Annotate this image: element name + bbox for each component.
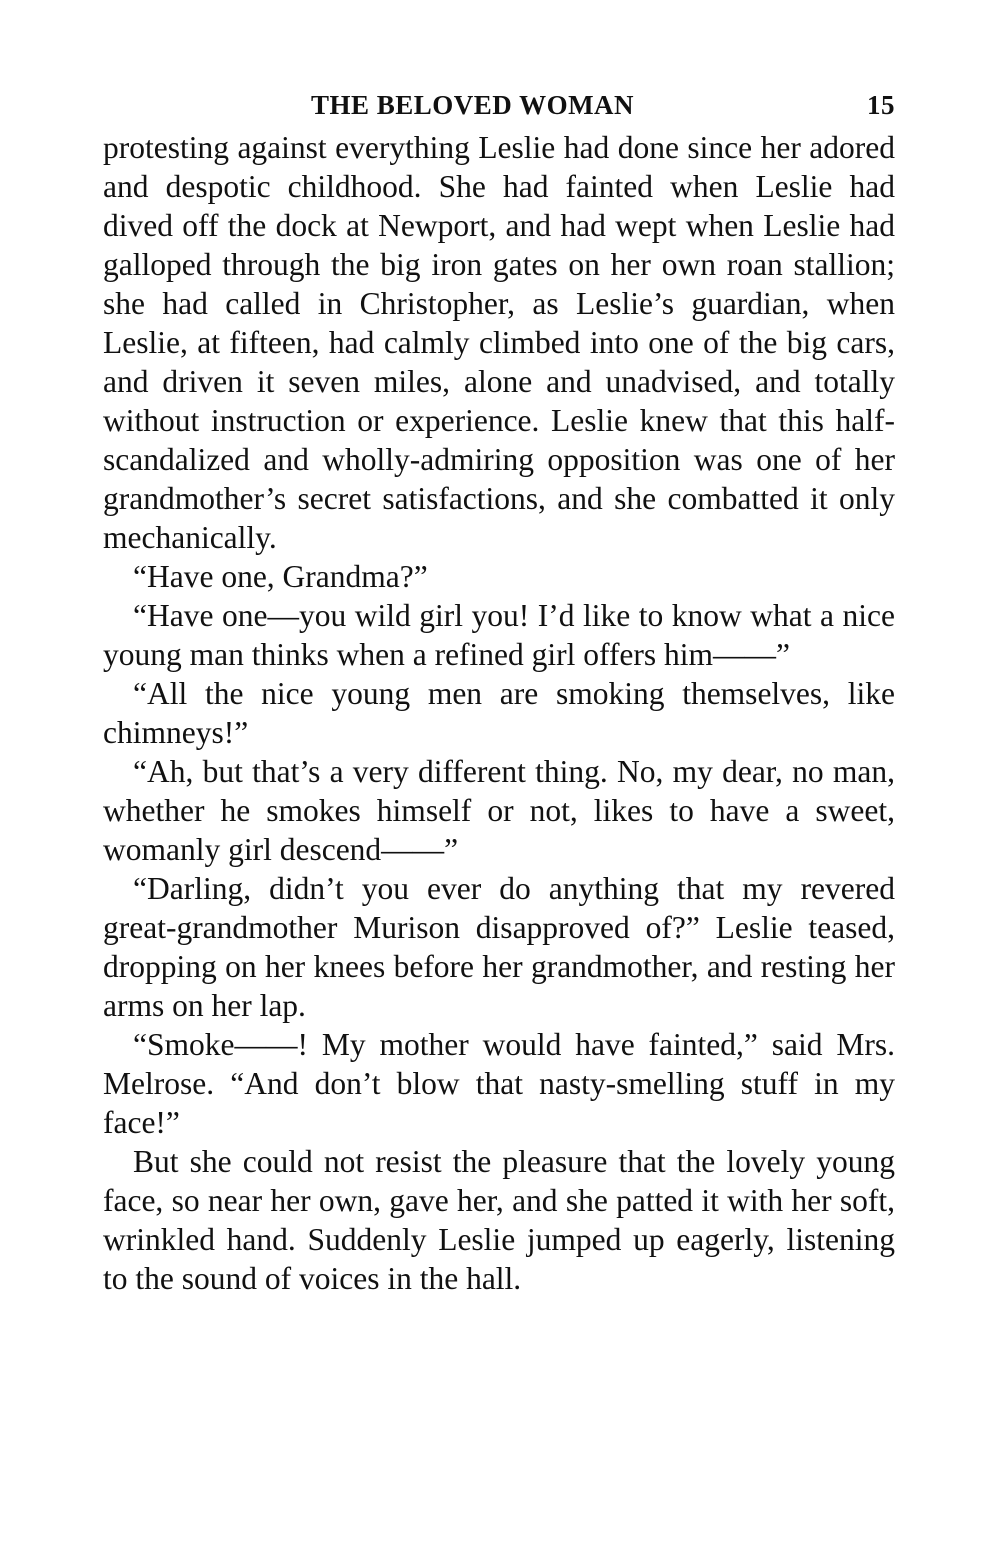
running-title: THE BELOVED WOMAN [311,90,635,120]
book-page [103,80,895,1298]
paragraph: “Darling, didn’t you ever do anything that my revered great-grandmother Murison disapproved of?” Leslie teased, dropping on her knees before her grandmother, and resting her arms on her lap. [103,871,895,1023]
paragraph: “Have one, Grandma?” [133,559,428,594]
paragraph: “Have one—you wild girl you! I’d like to know what a nice young man thinks when a refined girl offers him——” [103,598,895,672]
running-header [103,80,895,128]
paragraph: “All the nice young men are smoking themselves, like chimneys!” [103,676,895,750]
page-number: 15 [867,90,895,120]
paragraph: “Ah, but that’s a very different thing. No, my dear, no man, whether he smokes himself or not, likes to have a sweet, womanly girl descend——” [103,754,895,867]
paragraph: “Smoke——! My mother would have fainted,” said Mrs. Melrose. “And don’t blow that nasty-smelling stuff in my face!” [103,1027,895,1140]
paragraph: But she could not resist the pleasure that the lovely young face, so near her own, gave her, and she patted it with her soft, wrinkled hand. Suddenly Leslie jumped up eagerly, listening to the sound of voices in the hall. [103,1144,895,1296]
body-text [103,128,895,1298]
paragraph-continued: protesting against everything Leslie had done since her adored and despotic childhood. She had fainted when Leslie had dived off the dock at Newport, and had wept when Leslie had galloped through the big iron gates on her own roan stallion; she had called in Christopher, as Leslie’s guardian, when Leslie, at fifteen, had calmly climbed into one of the big cars, and driven it seven miles, alone and unadvised, and totally without instruction or experience. Leslie knew that this half-scandalized and wholly-admiring opposition was one of her grandmother’s secret satisfactions, and she combatted it only mechanically. [103,130,895,555]
